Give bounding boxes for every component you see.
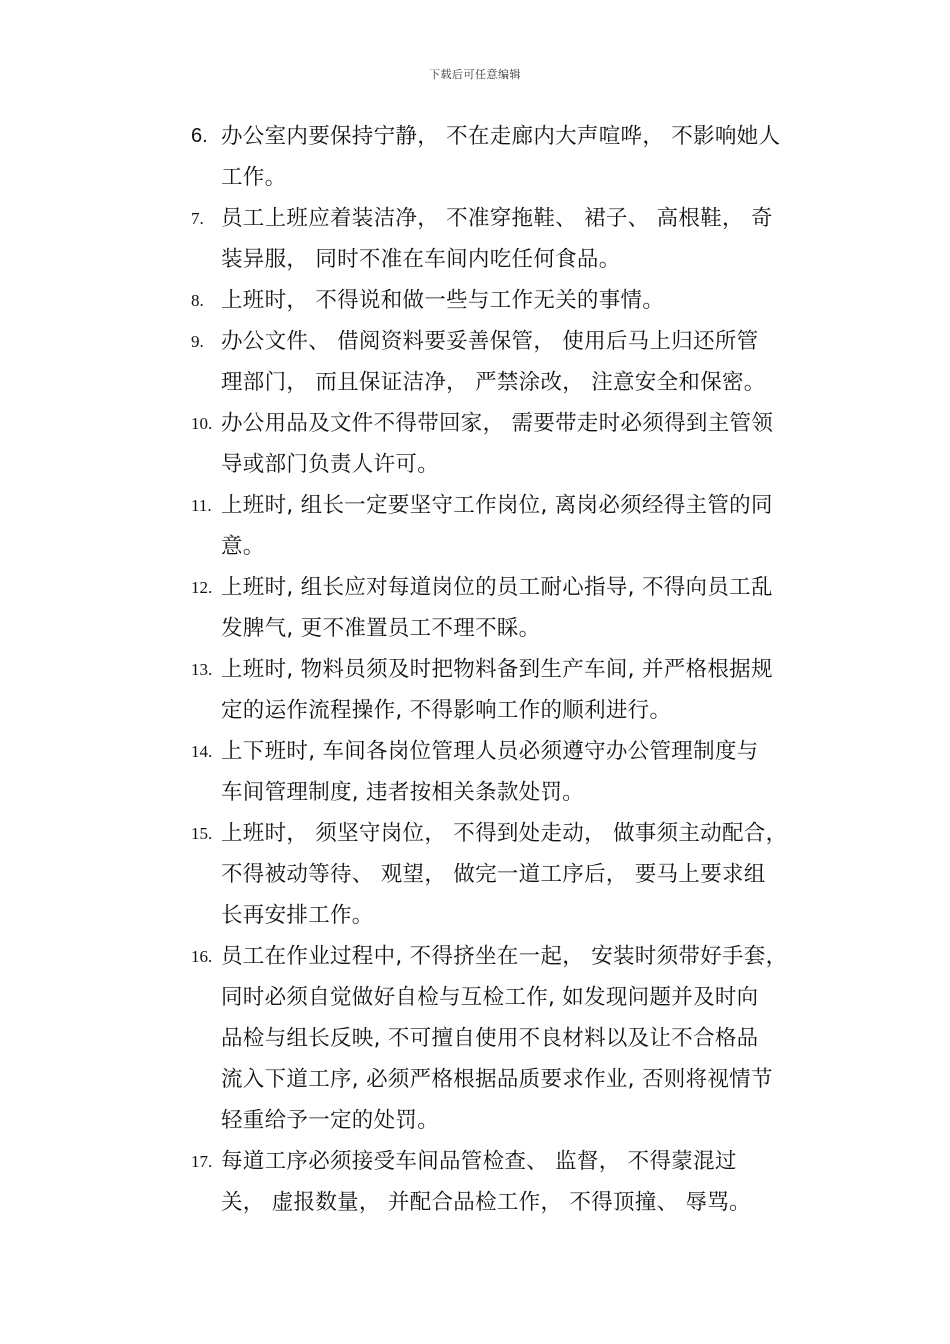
item-text bbox=[221, 813, 811, 936]
text-line: 员工上班应着装洁净， 不准穿拖鞋、 裙子、 高根鞋， 奇 bbox=[221, 206, 773, 231]
text-line: 不得被动等待、 观望， 做完一道工序后， 要马上要求组 bbox=[221, 862, 766, 887]
item-text bbox=[221, 649, 811, 731]
text-line: 导或部门负责人许可。 bbox=[221, 452, 440, 477]
list-item bbox=[0, 731, 811, 813]
item-text bbox=[221, 198, 811, 280]
text-line: 办公用品及文件不得带回家， 需要带走时必须得到主管领 bbox=[221, 411, 774, 436]
item-number: 6. bbox=[191, 125, 208, 147]
list-item bbox=[0, 936, 811, 1141]
list-item bbox=[0, 280, 811, 321]
text-line: 装异服， 同时不准在车间内吃任何食品。 bbox=[221, 247, 621, 272]
item-number: 11. bbox=[191, 496, 212, 515]
list-item bbox=[0, 403, 811, 485]
item-number: 9. bbox=[191, 332, 204, 351]
item-number: 12. bbox=[191, 578, 213, 597]
text-line: 每道工序必须接受车间品管检查、 监督， 不得蒙混过 bbox=[221, 1149, 737, 1174]
item-text bbox=[221, 280, 811, 321]
page-header: 下载后可任意编辑 bbox=[429, 68, 521, 81]
text-line: 意。 bbox=[221, 534, 265, 559]
item-text bbox=[221, 403, 811, 485]
text-line: 理部门， 而且保证洁净， 严禁涂改， 注意安全和保密。 bbox=[221, 370, 766, 395]
text-line: 上班时， 须坚守岗位， 不得到处走动， 做事须主动配合， bbox=[221, 821, 788, 846]
list-item bbox=[0, 1141, 811, 1223]
text-line: 上班时, 组长应对每道岗位的员工耐心指导, 不得向员工乱 bbox=[221, 575, 773, 600]
list-item bbox=[0, 321, 811, 403]
item-text bbox=[221, 731, 811, 813]
item-text bbox=[221, 567, 811, 649]
list-item bbox=[0, 116, 811, 198]
text-line: 定的运作流程操作, 不得影响工作的顺利进行。 bbox=[221, 698, 672, 723]
text-line: 上班时, 组长一定要坚守工作岗位, 离岗必须经得主管的同 bbox=[221, 493, 773, 518]
item-number: 15. bbox=[191, 824, 213, 843]
text-line: 品检与组长反映, 不可擅自使用不良材料以及让不合格品 bbox=[221, 1026, 759, 1051]
item-number: 10. bbox=[191, 414, 213, 433]
item-text bbox=[221, 485, 811, 567]
text-line: 同时必须自觉做好自检与互检工作, 如发现问题并及时向 bbox=[221, 985, 759, 1010]
text-line: 办公文件、 借阅资料要妥善保管， 使用后马上归还所管 bbox=[221, 329, 759, 354]
item-text bbox=[221, 116, 811, 198]
list-item bbox=[0, 813, 811, 936]
text-line: 工作。 bbox=[221, 165, 287, 190]
rules-list bbox=[0, 116, 950, 1223]
text-line: 上下班时, 车间各岗位管理人员必须遵守办公管理制度与 bbox=[221, 739, 759, 764]
item-number: 17. bbox=[191, 1152, 213, 1171]
text-line: 员工在作业过程中, 不得挤坐在一起， 安装时须带好手套， bbox=[221, 944, 788, 969]
list-item bbox=[0, 649, 811, 731]
list-item bbox=[0, 567, 811, 649]
item-number: 8. bbox=[191, 291, 204, 310]
item-text bbox=[221, 1141, 811, 1223]
item-number: 13. bbox=[191, 660, 213, 679]
list-item bbox=[0, 198, 811, 280]
list-item bbox=[0, 485, 811, 567]
text-line: 长再安排工作。 bbox=[221, 903, 374, 928]
item-number: 14. bbox=[191, 742, 213, 761]
text-line: 关， 虚报数量， 并配合品检工作， 不得顶撞、 辱骂。 bbox=[221, 1190, 751, 1215]
text-line: 轻重给予一定的处罚。 bbox=[221, 1108, 440, 1133]
text-line: 上班时， 不得说和做一些与工作无关的事情。 bbox=[221, 288, 665, 313]
text-line: 上班时, 物料员须及时把物料备到生产车间, 并严格根据规 bbox=[221, 657, 773, 682]
text-line: 发脾气, 更不准置员工不理不睬。 bbox=[221, 616, 541, 641]
text-line: 办公室内要保持宁静， 不在走廊内大声喧哗， 不影响她人 bbox=[221, 124, 781, 149]
text-line: 车间管理制度, 违者按相关条款处罚。 bbox=[221, 780, 585, 805]
text-line: 流入下道工序, 必须严格根据品质要求作业, 否则将视情节 bbox=[221, 1067, 773, 1092]
item-number: 16. bbox=[191, 947, 213, 966]
item-text bbox=[221, 321, 811, 403]
item-text bbox=[221, 936, 811, 1141]
item-number: 7. bbox=[191, 209, 204, 228]
